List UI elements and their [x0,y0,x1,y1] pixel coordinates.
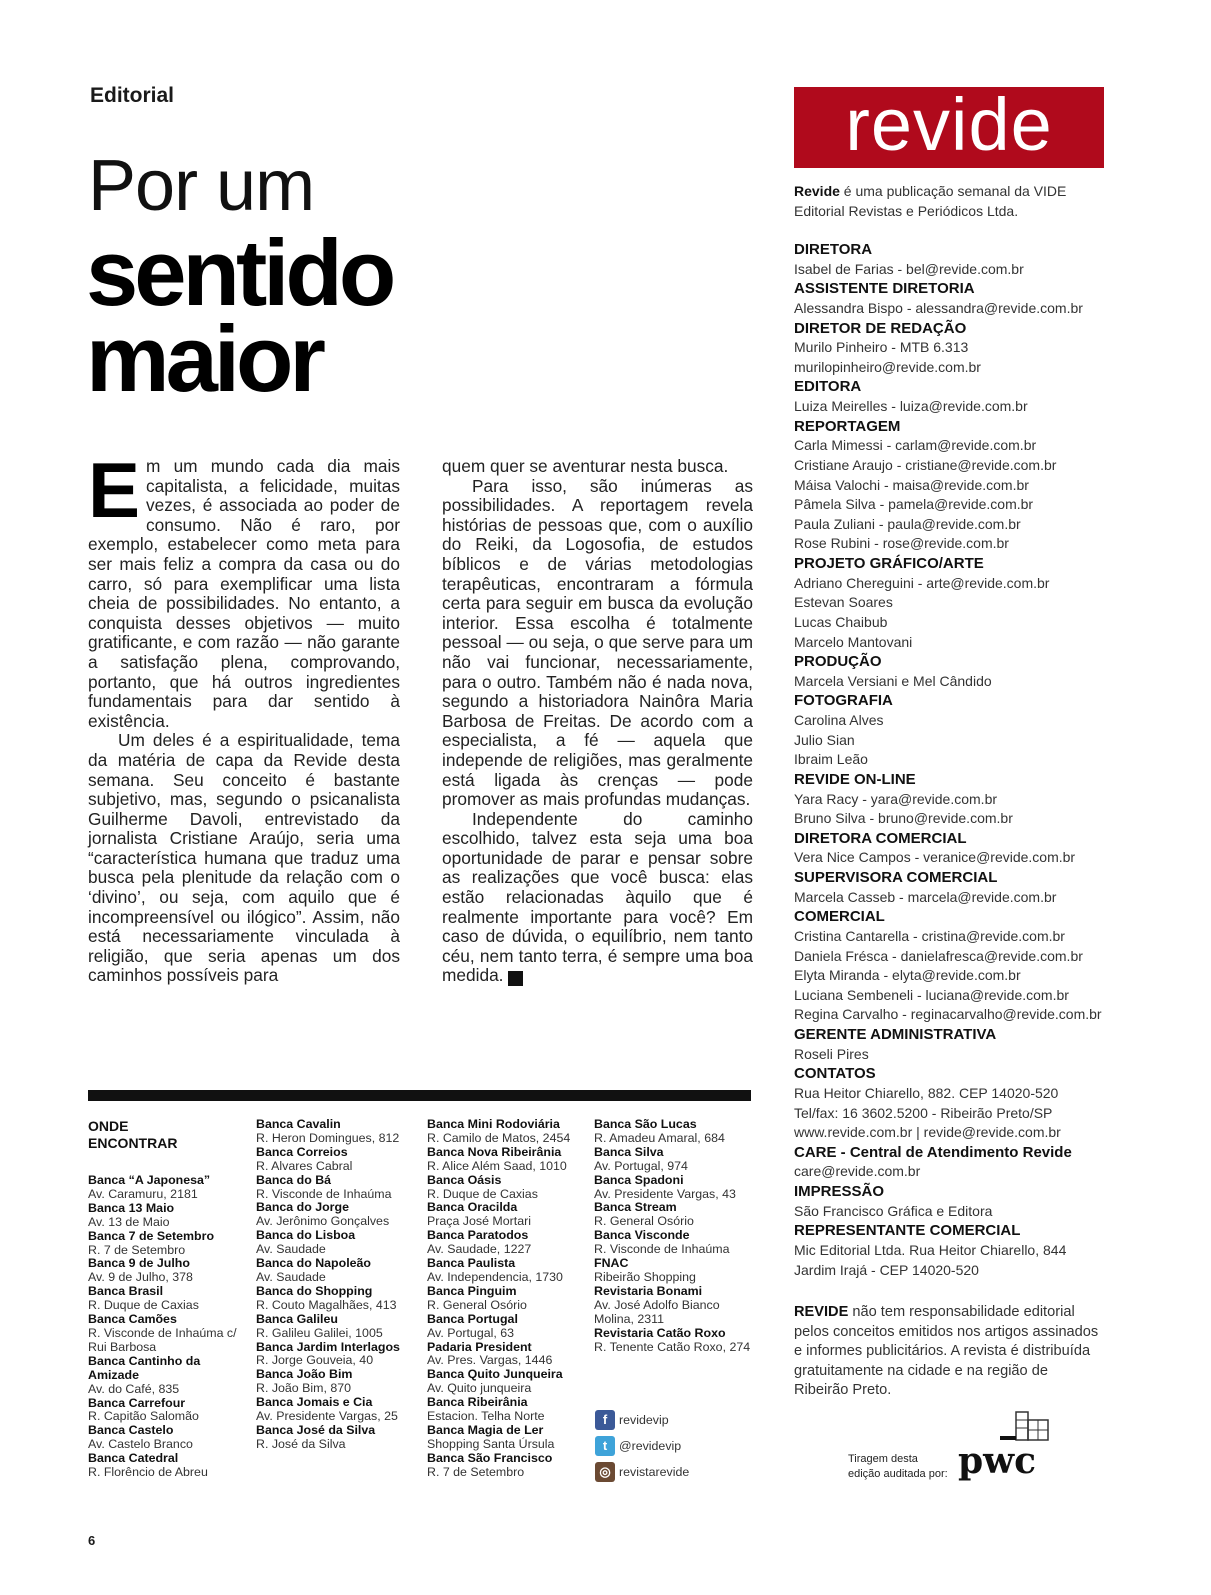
stand-address: Av. Presidente Vargas, 43 [594,1186,736,1201]
masthead-line: Yara Racy - yara@revide.com.br [794,790,998,807]
stand-name: Banca Magia de Ler [427,1422,544,1437]
stand-address: R. Tenente Catão Roxo, 274 [594,1339,751,1354]
masthead-line: murilopinheiro@revide.com.br [794,358,981,375]
stand-address: R. Duque de Caxias [88,1298,199,1313]
masthead-role: PRODUÇÃO [794,653,882,671]
pwc-logo: pwc [958,1440,1037,1482]
stand-name: Banca “A Japonesa” [88,1173,211,1187]
masthead-line: Máisa Valochi - maisa@revide.com.br [794,476,1029,493]
intro-brand: Revide [794,183,840,199]
masthead-role: CONTATOS [794,1065,876,1083]
social-links [595,1408,689,1486]
social-handle: revidevip [619,1413,669,1427]
stand-name: Banca José da Silva [256,1422,376,1437]
stand-address: R. José da Silva [256,1436,346,1451]
stand-name: Banca do Jorge [256,1200,349,1215]
stand-address: Av. do Café, 835 [88,1381,180,1396]
stand-address: R. Heron Domingues, 812 [256,1130,400,1145]
audit-line-1: Tiragem desta [848,1453,918,1465]
masthead-line: Marcela Casseb - marcela@revide.com.br [794,888,1057,905]
stand-name: Banca Jardim Interlagos [256,1339,400,1354]
title-line-1: Por um [88,146,315,226]
stand-name: Banca Oásis [427,1172,502,1187]
masthead-line: Luciana Sembeneli - luciana@revide.com.br [794,986,1069,1003]
masthead-line: Carolina Alves [794,712,884,728]
stand-address: R. Amadeu Amaral, 684 [594,1130,725,1145]
stand-name: Banca Silva [594,1144,664,1159]
stand-name: Banca do Bá [256,1172,332,1187]
masthead-line: Vera Nice Campos - veranice@revide.com.br [794,849,1076,866]
stand-address: Av. Portugal, 63 [427,1325,515,1340]
stand-name: Banca Portugal [427,1311,518,1326]
stand-name: FNAC [594,1256,629,1271]
stand-name: Banca Camões [88,1312,177,1327]
audit-note [848,1452,948,1482]
disclaimer-text: não tem responsabilidade editorial pelos conceitos emitidos nos artigos assinados e informes publicitários. A revista é distribuída gratuitamente na cidade e na região de Ribeirão Preto. [794,1304,1099,1399]
stand-address: Av. Castelo Branco [88,1437,193,1452]
page-number: 6 [88,1533,96,1548]
social-instagram[interactable] [595,1460,689,1484]
stand-address: Av. Independencia, 1730 [427,1269,563,1284]
masthead-line: São Francisco Gráfica e Editora [794,1202,993,1219]
masthead-role: EDITORA [794,378,862,396]
stand-address: Av. José Adolfo Bianco Molina, 2311 [594,1297,720,1326]
stand-name: Banca do Napoleão [256,1256,371,1271]
stand-name: Banca Pinguim [427,1283,517,1298]
stand-address: R. Florêncio de Abreu [88,1465,208,1480]
masthead-role: REPORTAGEM [794,417,901,435]
paragraph: quem quer se aventurar nesta busca. [442,456,729,476]
masthead-line: Rose Rubini - rose@revide.com.br [794,535,1009,552]
stand-name: Banca Quito Junqueira [427,1367,563,1382]
masthead-role: REPRESENTANTE COMERCIAL [794,1222,1021,1240]
facebook-icon: f [595,1410,615,1430]
stand-name: Banca Galileu [256,1311,338,1326]
masthead-line: www.revide.com.br | revide@revide.com.br [794,1124,1061,1141]
stand-address: R. 7 de Setembro [88,1242,186,1257]
masthead-role: IMPRESSÃO [794,1183,885,1200]
stands-column-4 [594,1118,754,1354]
social-handle: @revidevip [619,1439,682,1453]
stand-name: Banca Correios [256,1144,348,1159]
masthead-line: Jardim Irajá - CEP 14020-520 [794,1261,979,1278]
end-mark-icon: r [508,971,523,986]
masthead-line: Adriano Chereguini - arte@revide.com.br [794,574,1050,591]
drop-cap: E [88,446,141,534]
stands-column-3 [427,1118,587,1480]
masthead-line: Daniela Frésca - danielafresca@revide.com.br [794,947,1083,964]
masthead-line: Bruno Silva - bruno@revide.com.br [794,810,1013,827]
masthead-line: Estevan Soares [794,594,893,611]
instagram-icon: ◎ [595,1462,615,1482]
masthead-role: COMERCIAL [794,908,885,926]
masthead-line: Pâmela Silva - pamela@revide.com.br [794,496,1034,513]
title-bold-block [86,220,393,412]
stand-name: Banca Oracilda [427,1200,518,1215]
masthead-line: Isabel de Farias - bel@revide.com.br [794,260,1024,277]
pwc-building-icon [1000,1410,1050,1442]
masthead-role: DIRETORA COMERCIAL [794,829,967,847]
stand-address: Av. Quito junqueira [427,1381,532,1396]
masthead-line: Julio Sian [794,731,855,748]
publication-intro [794,182,1104,221]
audit-line-2: edição auditada por: [848,1468,948,1480]
stand-name: Banca Jomais e Cia [256,1395,373,1410]
stand-name: Banca Spadoni [594,1172,684,1187]
masthead-line: Cristiane Araujo - cristiane@revide.com.br [794,456,1057,473]
masthead-line: Marcelo Mantovani [794,633,913,650]
masthead-line: Tel/fax: 16 3602.5200 - Ribeirão Preto/SP [794,1104,1053,1121]
masthead-line: Marcela Versiani e Mel Cândido [794,672,992,689]
masthead-line: Lucas Chaibub [794,613,888,630]
revide-logo: revide [794,87,1104,168]
article-column-2 [442,457,753,986]
stand-address: R. Galileu Galilei, 1005 [256,1325,383,1340]
stand-name: Banca Carrefour [88,1395,186,1410]
social-facebook[interactable] [595,1408,689,1432]
stand-name: Banca do Shopping [256,1283,373,1298]
where-to-find-heading: ONDE ENCONTRAR [88,1118,178,1151]
masthead-role: CARE - Central de Atendimento Revide [794,1143,1072,1161]
stand-address: R. Duque de Caxias [427,1186,538,1201]
masthead-line: Roseli Pires [794,1045,869,1062]
stand-address: R. Jorge Gouveia, 40 [256,1353,374,1368]
stand-name: Padaria President [427,1339,532,1354]
stand-address: Av. Saudade [256,1242,326,1257]
masthead-line: Regina Carvalho - reginacarvalho@revide.com.br [794,1006,1102,1023]
stand-name: Banca Cavalin [256,1117,341,1131]
disclaimer [794,1303,1106,1401]
stand-name: Banca 13 Maio [88,1200,175,1215]
stand-address: Av. 9 de Julho, 378 [88,1270,193,1285]
masthead-role: DIRETOR DE REDAÇÃO [794,319,967,337]
stand-address: Ribeirão Shopping [594,1269,696,1284]
stands-column-1 [88,1118,248,1480]
twitter-icon: t [595,1436,615,1456]
stand-name: Banca Paratodos [427,1228,529,1243]
stand-address: Av. Saudade, 1227 [427,1242,532,1257]
stand-address: R. Visconde de Inhaúma [256,1186,392,1201]
masthead-line: Elyta Miranda - elyta@revide.com.br [794,967,1021,984]
stand-name: Banca 9 de Julho [88,1256,190,1271]
paragraph [442,810,753,987]
masthead-line: care@revide.com.br [794,1163,921,1180]
masthead-line: Paula Zuliani - paula@revide.com.br [794,515,1021,532]
stand-name: Banca Ribeirânia [427,1395,528,1410]
stand-name: Banca Nova Ribeirânia [427,1144,562,1159]
section-label: Editorial [90,84,175,107]
masthead-line: Mic Editorial Ltda. Rua Heitor Chiarello, 844 [794,1241,1067,1258]
stand-address: R. 7 de Setembro [427,1464,525,1479]
stand-address: Av. Caramuru, 2181 [88,1186,198,1201]
stand-address: Av. Saudade [256,1269,326,1284]
title-line-3: maior [86,306,322,412]
stand-address: Estacion. Telha Norte [427,1409,545,1424]
stands-column-2 [256,1118,421,1452]
masthead-line: Cristina Cantarella - cristina@revide.com.br [794,927,1065,944]
stand-address: Av. Jerônimo Gonçalves [256,1214,390,1229]
stand-name: Banca do Lisboa [256,1228,356,1243]
masthead-role: ASSISTENTE DIRETORIA [794,280,975,298]
masthead-line: Rua Heitor Chiarello, 882. CEP 14020-520 [794,1084,1059,1101]
masthead-line: Luiza Meirelles - luiza@revide.com.br [794,398,1028,414]
stand-name: Banca Paulista [427,1256,516,1271]
stand-name: Revistaria Bonami [594,1283,703,1298]
masthead-role: GERENTE ADMINISTRATIVA [794,1026,997,1043]
paragraph-text: Independente do caminho escolhido, talvez esta seja uma boa oportunidade de parar e pensar sobre as realizações que você busca: elas estão relacionadas àquilo que é realmente importante para você? Em caso de dúvida, o equilíbrio, nem tanto céu, nem tanto terra, é sempre uma boa medida. [442,808,753,986]
stand-name: Revistaria Catão Roxo [594,1325,726,1340]
social-twitter[interactable] [595,1434,689,1458]
stand-address: Av. 13 de Maio [88,1214,170,1229]
stand-name: Banca Brasil [88,1284,164,1299]
stand-address: R. Alice Além Saad, 1010 [427,1158,567,1173]
social-handle: revistarevide [619,1465,690,1479]
masthead-line: Murilo Pinheiro - MTB 6.313 [794,339,969,356]
stand-name: Banca São Lucas [594,1117,697,1131]
stand-address: Shopping Santa Úrsula [427,1436,555,1451]
stand-name: Banca 7 de Setembro [88,1228,215,1243]
stand-name: Banca São Francisco [427,1450,553,1465]
stand-address: R. General Osório [594,1214,694,1229]
masthead-line: Alessandra Bispo - alessandra@revide.com.br [794,299,1083,316]
masthead-role: FOTOGRAFIA [794,692,893,710]
stand-address: Av. Presidente Vargas, 25 [256,1409,398,1424]
stand-name: Banca Castelo [88,1423,174,1438]
intro-text: é uma publicação semanal da VIDE Editorial Revistas e Periódicos Ltda. [794,183,1067,219]
divider [88,1090,751,1101]
masthead-line: Carla Mimessi - carlam@revide.com.br [794,437,1037,454]
stand-name: Banca Mini Rodoviária [427,1117,560,1131]
stand-address: R. Visconde de Inhaúma c/ Rui Barbosa [88,1325,237,1354]
masthead-role: REVIDE ON-LINE [794,770,916,788]
paragraph: Um deles é a espiritualidade, tema da matéria de capa da Revide desta semana. Seu conceito é bastante subjetivo, mas, segundo o psicanalista Guilherme Davoli, entrevistado da jornalista Cristiane Araújo, seria uma “característica humana que traduz uma busca pela plenitude da relação com o ‘divino’, ou seja, com aquilo que é incompreensível ou ilógico”. Assim, não está necessariamente vinculada à religião, que seria apenas um dos caminhos possíveis para [88,730,400,986]
stand-name: Banca Catedral [88,1451,179,1466]
stand-address: Praça José Mortari [427,1214,531,1229]
stand-address: R. Alvares Cabral [256,1158,353,1173]
masthead-line: Ibraim Leão [794,751,868,768]
stand-address: R. Camilo de Matos, 2454 [427,1130,571,1145]
stand-address: R. Couto Magalhães, 413 [256,1297,397,1312]
stand-name: Banca Cantinho da Amizade [88,1353,201,1382]
article-column-1 [88,446,400,986]
masthead [794,240,1109,1280]
disclaimer-brand: REVIDE [794,1304,849,1320]
paragraph: m um mundo cada dia mais capitalista, a felicidade, muitas vezes, é associada ao poder de consumo. Não é raro, por exemplo, estabelecer como meta para ser mais feliz a compra da casa ou do carro, só para exemplificar uma lista cheia de possibilidades. No entanto, a conquista desses objetivos — muito gratificante, e com razão — não garante a satisfação plena, comprovando, portanto, que há outros ingredientes fundamentais para dar sentido à existência. [88,456,400,731]
stand-address: R. Capitão Salomão [88,1409,199,1424]
stand-name: Banca Visconde [594,1228,690,1243]
masthead-role: SUPERVISORA COMERCIAL [794,869,998,886]
stand-name: Banca Stream [594,1200,677,1215]
title-line-2: sentido [86,220,393,325]
stand-address: Av. Portugal, 974 [594,1158,688,1173]
paragraph: Para isso, são inúmeras as possibilidades. A reportagem revela histórias de pessoas que, com o auxílio do Reiki, da Logosofia, de estudos bíblicos e de várias metodologias terapêuticas, encontraram a fórmula certa para seguir em busca da evolução interior. Essa escolha é totalmente pessoal — ou seja, o que serve para um não vai funcionar, necessariamente, para o outro. Também não é nada nova, segundo a historiadora Nainôra Maria Barbosa de Freitas. De acordo com a especialista, a fé — aquela que independe de religiões, mas geralmente está ligada às crenças — pode promover as mais profundas mudanças. [442,475,753,810]
stand-address: R. João Bim, 870 [256,1381,352,1396]
masthead-role: DIRETORA [794,241,873,258]
stand-address: R. Visconde de Inhaúma [594,1242,730,1257]
masthead-role: PROJETO GRÁFICO/ARTE [794,555,984,572]
stand-address: Av. Pres. Vargas, 1446 [427,1353,553,1368]
stand-address: R. General Osório [427,1297,527,1312]
stand-name: Banca João Bim [256,1367,353,1382]
